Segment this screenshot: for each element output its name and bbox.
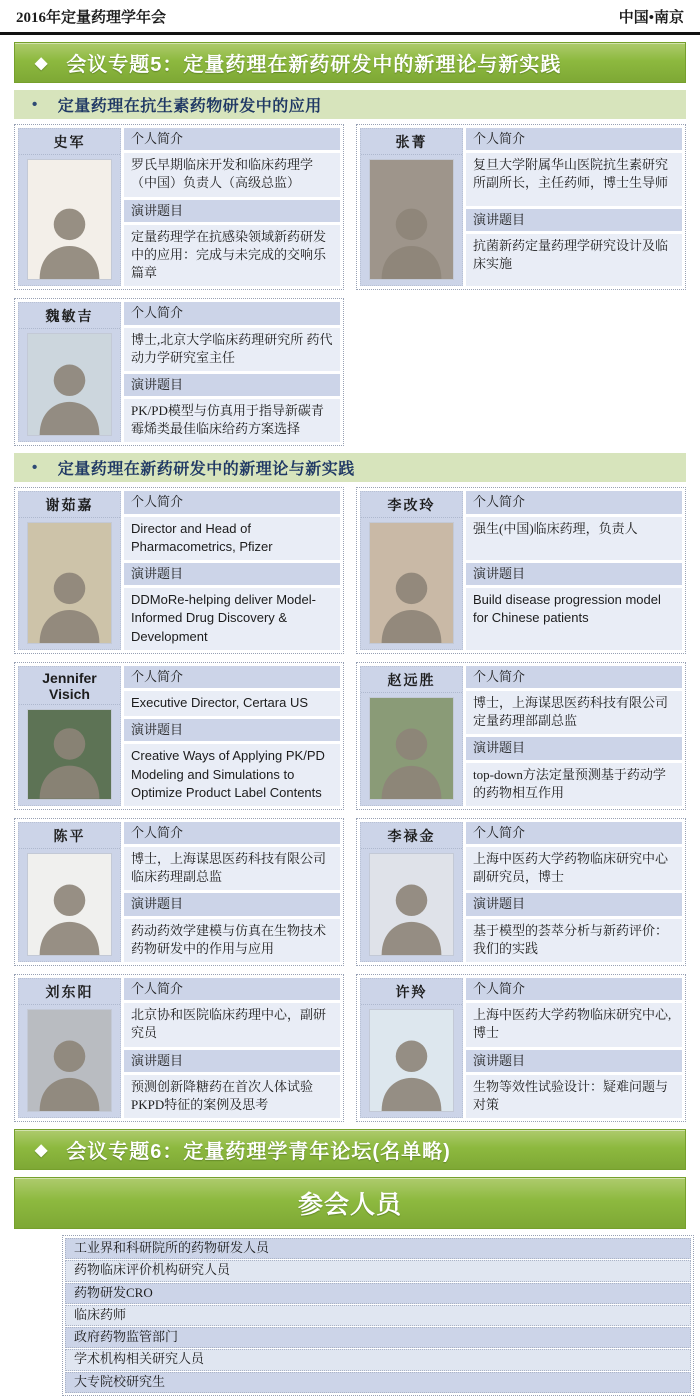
talk-label: 演讲题目	[466, 737, 682, 759]
speaker-card	[356, 974, 686, 1122]
bio-label: 个人简介	[466, 978, 682, 1000]
person-silhouette-icon	[370, 1016, 453, 1111]
page-header	[0, 0, 700, 35]
speaker-photo	[369, 853, 454, 956]
talk-label: 演讲题目	[124, 1050, 340, 1072]
speaker-talk-title: top-down方法定量预测基于药动学的药物相互作用	[466, 763, 682, 806]
banner-participants	[14, 1177, 686, 1229]
section-header-new-theory	[14, 453, 686, 482]
bio-label: 个人简介	[124, 491, 340, 513]
participant-row: 药物临床评价机构研究人员	[65, 1260, 691, 1281]
person-silhouette-icon	[28, 340, 111, 435]
speaker-name: 许羚	[361, 979, 462, 1005]
conference-title: 2016年定量药理学年会	[16, 10, 167, 26]
speaker-card	[14, 818, 344, 966]
bullet-icon: •	[32, 96, 38, 113]
speaker-photo	[27, 853, 112, 956]
participants-banner-text: 参会人员	[297, 1191, 402, 1220]
speaker-card	[14, 124, 344, 290]
speaker-talk-title: Creative Ways of Applying PK/PD Modeling and Simulations to Optimize Product Label Contents	[124, 744, 340, 806]
bio-label: 个人简介	[124, 666, 340, 688]
speaker-name: 李禄金	[361, 823, 462, 849]
speaker-card	[14, 487, 344, 653]
speaker-right-column	[124, 491, 340, 649]
bio-label: 个人简介	[124, 302, 340, 324]
speaker-photo	[27, 522, 112, 643]
speaker-talk-title: PK/PD模型与仿真用于指导新碳青霉烯类最佳临床给药方案选择	[124, 399, 340, 442]
speaker-talk-title: Build disease progression model for Chinese patients	[466, 588, 682, 650]
speaker-photo	[369, 697, 454, 800]
speaker-left-column	[360, 128, 463, 286]
speaker-right-column	[124, 978, 340, 1118]
participant-row: 学术机构相关研究人员	[65, 1349, 691, 1370]
speaker-card	[356, 818, 686, 966]
speaker-grid-section1	[14, 124, 686, 446]
person-silhouette-icon	[370, 167, 453, 279]
speaker-talk-title: 生物等效性试验设计：疑难问题与对策	[466, 1075, 682, 1118]
bio-label: 个人简介	[124, 822, 340, 844]
speaker-left-column	[360, 666, 463, 806]
person-silhouette-icon	[370, 531, 453, 643]
speaker-card	[14, 974, 344, 1122]
speaker-card	[356, 487, 686, 653]
speaker-bio: 复旦大学附属华山医院抗生素研究所副所长，主任药师，博士生导师	[466, 153, 682, 205]
speaker-card	[14, 662, 344, 810]
speaker-right-column	[124, 302, 340, 442]
speaker-grid-section2	[14, 487, 686, 1122]
speaker-bio: 上海中医药大学药物临床研究中心,博士	[466, 1003, 682, 1046]
bio-label: 个人简介	[124, 978, 340, 1000]
speaker-bio: 强生(中国)临床药理，负责人	[466, 517, 682, 560]
speaker-bio: 罗氏早期临床开发和临床药理学（中国）负责人（高级总监）	[124, 153, 340, 196]
speaker-name: 史军	[19, 129, 120, 155]
speaker-bio: 博士，上海谋思医药科技有限公司定量药理部副总监	[466, 691, 682, 734]
speaker-left-column	[360, 822, 463, 962]
bullet-icon: •	[32, 459, 38, 477]
speaker-right-column	[466, 666, 682, 806]
person-silhouette-icon	[28, 715, 111, 799]
speaker-bio: Executive Director, Certara US	[124, 691, 340, 716]
participant-row: 药物研发CRO	[65, 1283, 691, 1304]
speaker-right-column	[124, 128, 340, 286]
speaker-name: 陈平	[19, 823, 120, 849]
speaker-name: 谢茹嘉	[19, 492, 120, 518]
speaker-left-column	[360, 978, 463, 1118]
banner-topic5-text: 会议专题5：定量药理在新药研发中的新理论与新实践	[66, 54, 562, 76]
speaker-bio: 北京协和医院临床药理中心，副研究员	[124, 1003, 340, 1046]
speaker-photo	[369, 522, 454, 643]
participant-row: 临床药师	[65, 1305, 691, 1326]
participant-row: 工业界和科研院所的药物研发人员	[65, 1238, 691, 1259]
bio-label: 个人简介	[466, 822, 682, 844]
diamond-icon: ◆	[35, 54, 49, 72]
section-header-antibiotics	[14, 90, 686, 119]
talk-label: 演讲题目	[124, 563, 340, 585]
talk-label: 演讲题目	[466, 1050, 682, 1072]
speaker-name: Jennifer Visich	[19, 667, 120, 705]
speaker-right-column	[466, 128, 682, 286]
talk-label: 演讲题目	[466, 209, 682, 231]
speaker-left-column	[18, 822, 121, 962]
speaker-name: 张菁	[361, 129, 462, 155]
speaker-left-column	[18, 666, 121, 806]
speaker-card	[356, 124, 686, 290]
speaker-photo	[27, 1009, 112, 1112]
person-silhouette-icon	[28, 167, 111, 279]
talk-label: 演讲题目	[124, 719, 340, 741]
speaker-left-column	[18, 302, 121, 442]
bio-label: 个人简介	[466, 128, 682, 150]
speaker-photo	[369, 1009, 454, 1112]
speaker-left-column	[18, 978, 121, 1118]
speaker-name: 赵远胜	[361, 667, 462, 693]
speaker-right-column	[124, 822, 340, 962]
person-silhouette-icon	[370, 704, 453, 799]
participant-row: 政府药物监管部门	[65, 1327, 691, 1348]
speaker-bio: 博士,北京大学临床药理研究所 药代动力学研究室主任	[124, 328, 340, 371]
speaker-name: 刘东阳	[19, 979, 120, 1005]
speaker-name: 李改玲	[361, 492, 462, 518]
talk-label: 演讲题目	[466, 893, 682, 915]
talk-label: 演讲题目	[124, 200, 340, 222]
speaker-talk-title: DDMoRe-helping deliver Model- Informed Drug Discovery & Development	[124, 588, 340, 650]
diamond-icon: ◆	[35, 1141, 49, 1159]
speaker-photo	[369, 159, 454, 280]
speaker-photo	[27, 159, 112, 280]
participants-list	[62, 1235, 694, 1396]
speaker-talk-title: 预测创新降糖药在首次人体试验PKPD特征的案例及思考	[124, 1075, 340, 1118]
banner-topic6-text: 会议专题6：定量药理学青年论坛(名单略)	[66, 1141, 451, 1164]
person-silhouette-icon	[28, 860, 111, 955]
bio-label: 个人简介	[124, 128, 340, 150]
speaker-talk-title: 基于模型的荟萃分析与新药评价：我们的实践	[466, 919, 682, 962]
talk-label: 演讲题目	[124, 893, 340, 915]
speaker-photo	[27, 333, 112, 436]
conference-location: 中国•南京	[618, 10, 684, 26]
talk-label: 演讲题目	[124, 374, 340, 396]
bio-label: 个人简介	[466, 666, 682, 688]
person-silhouette-icon	[370, 860, 453, 955]
banner-topic6	[14, 1129, 686, 1170]
talk-label: 演讲题目	[466, 563, 682, 585]
speaker-bio: Director and Head of Pharmacometrics, Pfizer	[124, 517, 340, 560]
speaker-talk-title: 药动药效学建模与仿真在生物技术药物研发中的作用与应用	[124, 919, 340, 962]
person-silhouette-icon	[28, 1016, 111, 1111]
speaker-right-column	[466, 491, 682, 649]
speaker-photo	[27, 709, 112, 800]
participant-row: 大专院校研究生	[65, 1372, 691, 1393]
speaker-right-column	[466, 822, 682, 962]
speaker-talk-title: 抗菌新药定量药理学研究设计及临床实施	[466, 234, 682, 286]
speaker-left-column	[18, 128, 121, 286]
speaker-left-column	[18, 491, 121, 649]
speaker-bio: 博士，上海谋思医药科技有限公司临床药理副总监	[124, 847, 340, 890]
speaker-name: 魏敏吉	[19, 303, 120, 329]
speaker-card	[14, 298, 344, 446]
speaker-card	[356, 662, 686, 810]
person-silhouette-icon	[28, 531, 111, 643]
section-title: 定量药理在抗生素药物研发中的应用	[57, 98, 322, 115]
speaker-bio: 上海中医药大学药物临床研究中心 副研究员，博士	[466, 847, 682, 890]
speaker-left-column	[360, 491, 463, 649]
speaker-right-column	[124, 666, 340, 806]
section-title: 定量药理在新药研发中的新理论与新实践	[57, 461, 355, 479]
speaker-talk-title: 定量药理学在抗感染领域新药研发中的应用：完成与未完成的交响乐篇章	[124, 225, 340, 287]
bio-label: 个人简介	[466, 491, 682, 513]
banner-topic5	[14, 42, 686, 83]
speaker-right-column	[466, 978, 682, 1118]
